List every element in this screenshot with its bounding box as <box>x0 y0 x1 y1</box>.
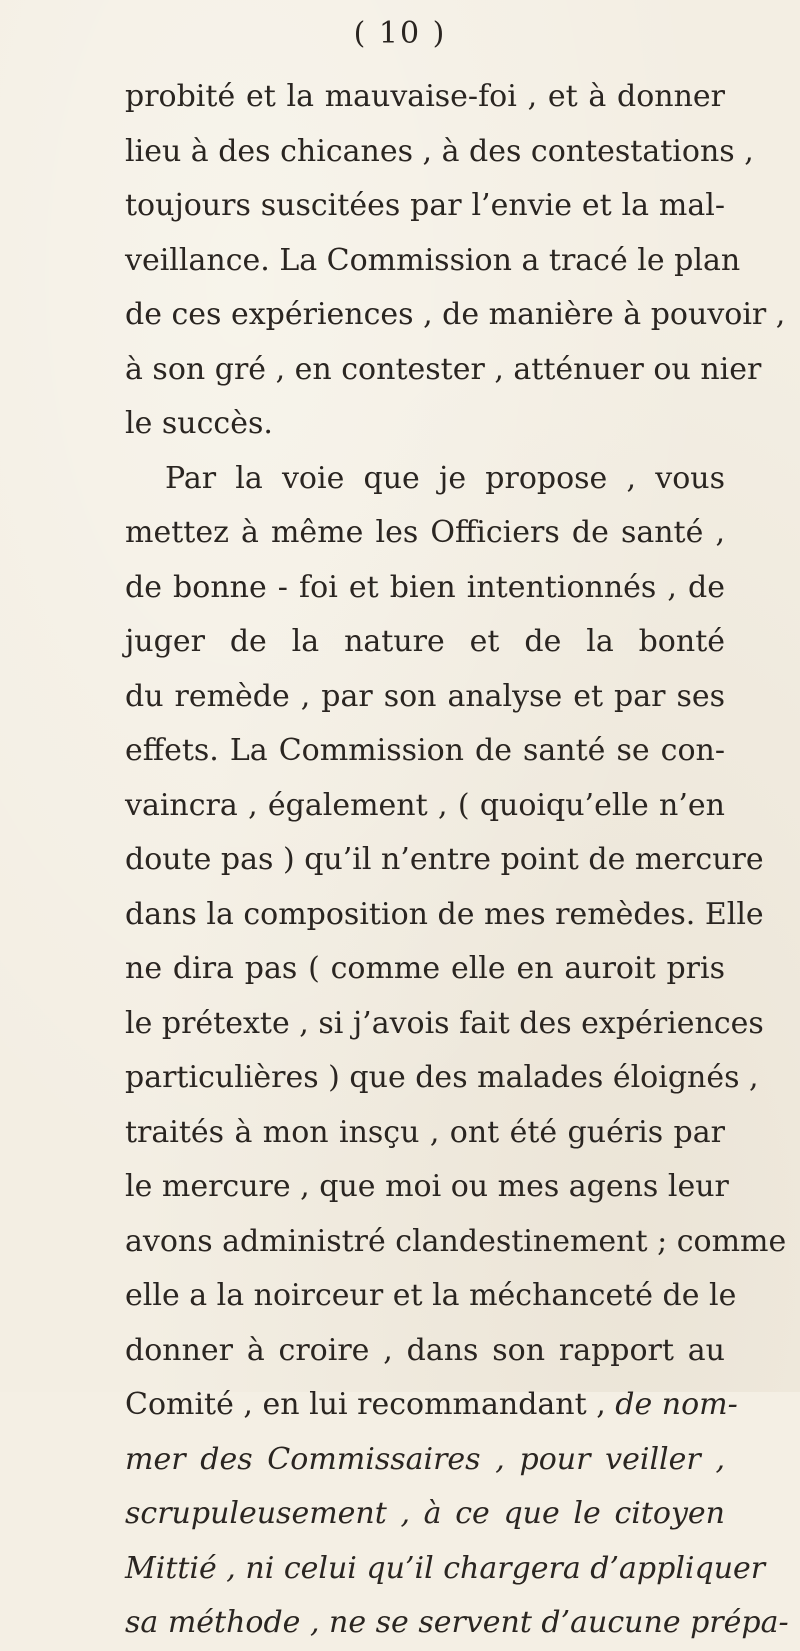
text-line: elle a la noirceur et la méchanceté de le <box>125 1278 737 1313</box>
page-number: ( 10 ) <box>353 16 447 51</box>
italic-text-line: sa méthode , ne se servent d’aucune prépa- <box>125 1605 789 1640</box>
text-line: particulières ) que des malades éloignés , <box>125 1060 759 1095</box>
text-line: de ces expériences , de manière à pouvoir , <box>125 297 786 332</box>
text-line: toujours suscitées par l’envie et la mal- <box>125 188 725 223</box>
text-line: à son gré , en contester , atténuer ou nier <box>125 351 762 387</box>
text-line: traités à mon insçu , ont été guéris par <box>125 1114 725 1150</box>
text-line: dans la composition de mes remèdes. Elle <box>125 896 764 932</box>
text-line: doute pas ) qu’il n’entre point de mercure <box>125 842 764 877</box>
text-line: du remède , par son analyse et par ses <box>125 678 725 714</box>
text-line: Par la voie que je propose , vous <box>165 460 725 496</box>
roman-segment: Comité , en lui recommandant , <box>125 1387 616 1422</box>
text-line: avons administré clandestinement ; comme <box>125 1223 787 1259</box>
italic-text-line: mer des Commissaires , pour veiller , <box>125 1441 725 1477</box>
text-line: le mercure , que moi ou mes agens leur <box>125 1169 729 1204</box>
text-line: probité et la mauvaise-foi , et à donner <box>125 79 725 114</box>
text-line: juger de la nature et de la bonté <box>125 624 725 659</box>
body-text <box>125 70 789 1651</box>
text-line: vaincra , également , ( quoiqu’elle n’en <box>125 787 725 823</box>
italic-segment: de nom- <box>615 1387 738 1422</box>
text-line: donner à croire , dans son rapport au <box>125 1332 725 1368</box>
italic-text-line: Mittié , ni celui qu’il chargera d’appliquer <box>125 1550 766 1586</box>
text-line: ne dira pas ( comme elle en auroit pris <box>125 951 725 986</box>
text-line: mettez à même les Officiers de santé , <box>125 515 725 550</box>
text-line: le succès. <box>125 406 273 441</box>
text-line: lieu à des chicanes , à des contestations , <box>125 133 754 169</box>
italic-text-line: scrupuleusement , à ce que le citoyen <box>125 1496 725 1531</box>
text-line: effets. La Commission de santé se con- <box>125 733 725 768</box>
text-line: de bonne - foi et bien intentionnés , de <box>125 569 725 605</box>
text-line: le prétexte , si j’avois fait des expériences <box>125 1005 764 1041</box>
text-line: veillance. La Commission a tracé le plan <box>125 242 741 278</box>
text-line-mixed <box>125 1378 738 1433</box>
